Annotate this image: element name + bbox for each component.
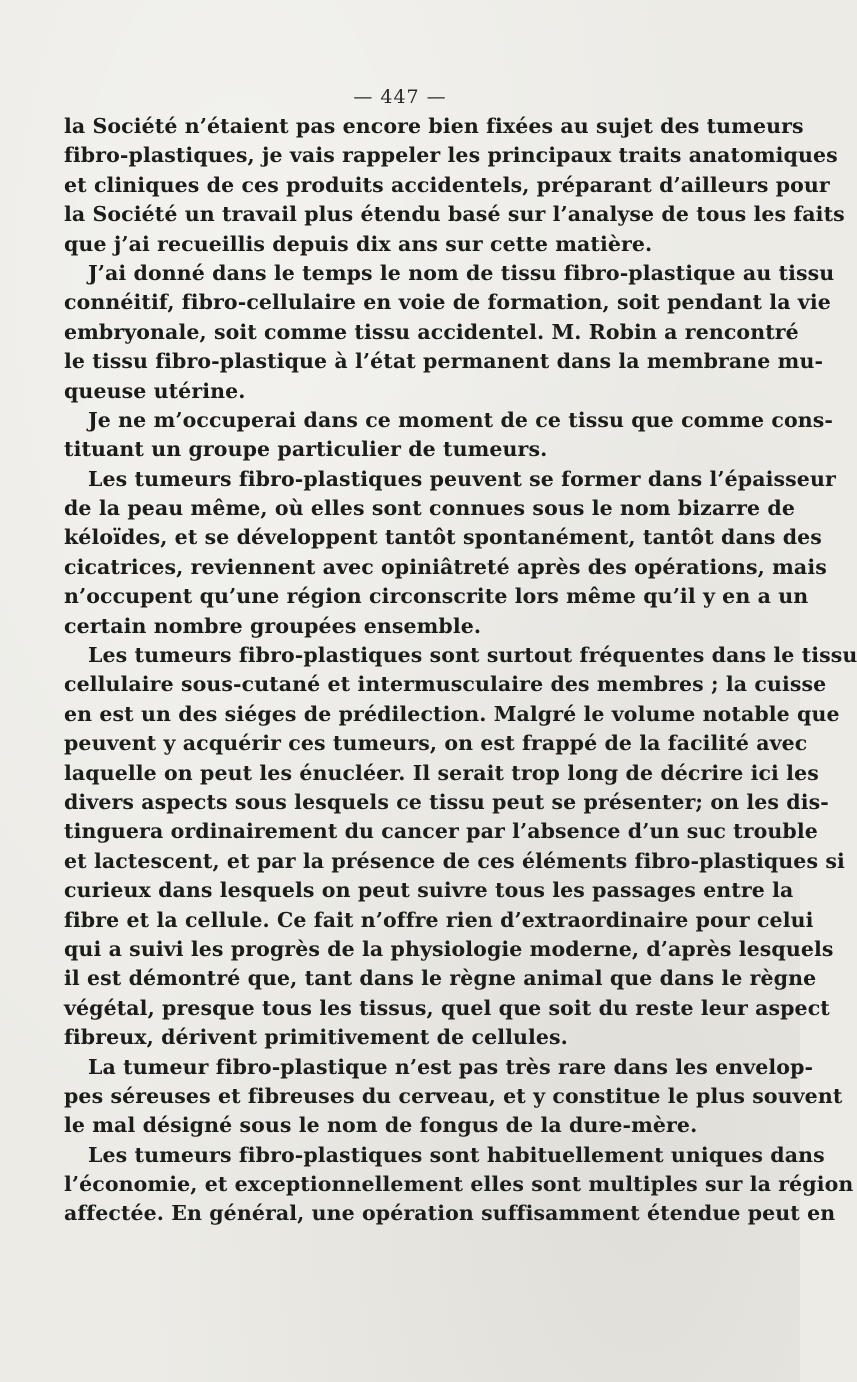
text-line: fibre et la cellule. Ce fait n’offre rien d’extraordinaire pour celui — [64, 907, 814, 932]
text-line: curieux dans lesquels on peut suivre tous les passages entre la — [64, 878, 794, 903]
text-line: laquelle on peut les énucléer. Il serait trop long de décrire ici les — [64, 760, 819, 785]
text-line: fibro-plastiques, je vais rappeler les principaux traits anatomiques — [64, 143, 838, 168]
text-line: divers aspects sous lesquels ce tissu peut se présenter; on les dis- — [64, 789, 829, 814]
text-line: connéitif, fibro-cellulaire en voie de formation, soit pendant la vie — [64, 290, 831, 315]
text-line: La tumeur fibro-plastique n’est pas très rare dans les envelop- — [88, 1054, 814, 1079]
text-line: certain nombre groupées ensemble. — [64, 613, 482, 638]
text-line: le mal désigné sous le nom de fongus de la dure-mère. — [64, 1113, 698, 1138]
text-line: Les tumeurs fibro-plastiques sont surtout fréquentes dans le tissu — [88, 643, 857, 668]
text-line: de la peau même, où elles sont connues sous le nom bizarre de — [64, 496, 796, 521]
text-line: embryonale, soit comme tissu accidentel. M. Robin a rencontré — [64, 319, 799, 344]
text-line: il est démontré que, tant dans le règne animal que dans le règne — [64, 966, 817, 991]
text-line: tituant un groupe particulier de tumeurs. — [64, 437, 548, 462]
text-line: en est un des siéges de prédilection. Malgré le volume notable que — [64, 701, 840, 726]
text-line: la Société un travail plus étendu basé sur l’analyse de tous les faits — [64, 202, 845, 227]
text-line: végétal, presque tous les tissus, quel que soit du reste leur aspect — [64, 995, 830, 1020]
text-line: pes séreuses et fibreuses du cerveau, et y constitue le plus souvent — [64, 1083, 843, 1108]
text-line: Je ne m’occuperai dans ce moment de ce tissu que comme cons- — [88, 407, 833, 432]
text-line: et cliniques de ces produits accidentels, préparant d’ailleurs pour — [64, 172, 830, 197]
text-line: cicatrices, reviennent avec opiniâtreté après des opérations, mais — [64, 554, 827, 579]
page-number: — 447 — — [353, 86, 447, 108]
text-line: peuvent y acquérir ces tumeurs, on est frappé de la facilité avec — [64, 731, 808, 756]
text-line: n’occupent qu’une région circonscrite lors même qu’il y en a un — [64, 584, 809, 609]
text-line: le tissu fibro-plastique à l’état permanent dans la membrane mu- — [64, 349, 824, 374]
text-line: kéloïdes, et se développent tantôt spontanément, tantôt dans des — [64, 525, 822, 550]
text-line: et lactescent, et par la présence de ces éléments fibro-plastiques si — [64, 848, 845, 873]
text-line: J’ai donné dans le temps le nom de tissu fibro-plastique au tissu — [88, 260, 835, 285]
text-line: affectée. En général, une opération suffisamment étendue peut en — [64, 1201, 836, 1226]
text-line: qui a suivi les progrès de la physiologie moderne, d’après lesquels — [64, 936, 834, 961]
text-line: fibreux, dérivent primitivement de cellules. — [64, 1025, 568, 1050]
text-line: la Société n’étaient pas encore bien fixées au sujet des tumeurs — [64, 114, 804, 138]
body-text — [64, 112, 857, 1229]
text-line: que j’ai recueillis depuis dix ans sur cette matière. — [64, 231, 653, 256]
text-line: Les tumeurs fibro-plastiques sont habituellement uniques dans — [88, 1142, 825, 1167]
text-line: Les tumeurs fibro-plastiques peuvent se former dans l’épaisseur — [88, 466, 836, 491]
text-line: queuse utérine. — [64, 378, 246, 403]
text-line: l’économie, et exceptionnellement elles sont multiples sur la région — [64, 1172, 854, 1197]
text-line: tinguera ordinairement du cancer par l’absence d’un suc trouble — [64, 819, 818, 844]
text-line: cellulaire sous-cutané et intermusculaire des membres ; la cuisse — [64, 672, 827, 697]
